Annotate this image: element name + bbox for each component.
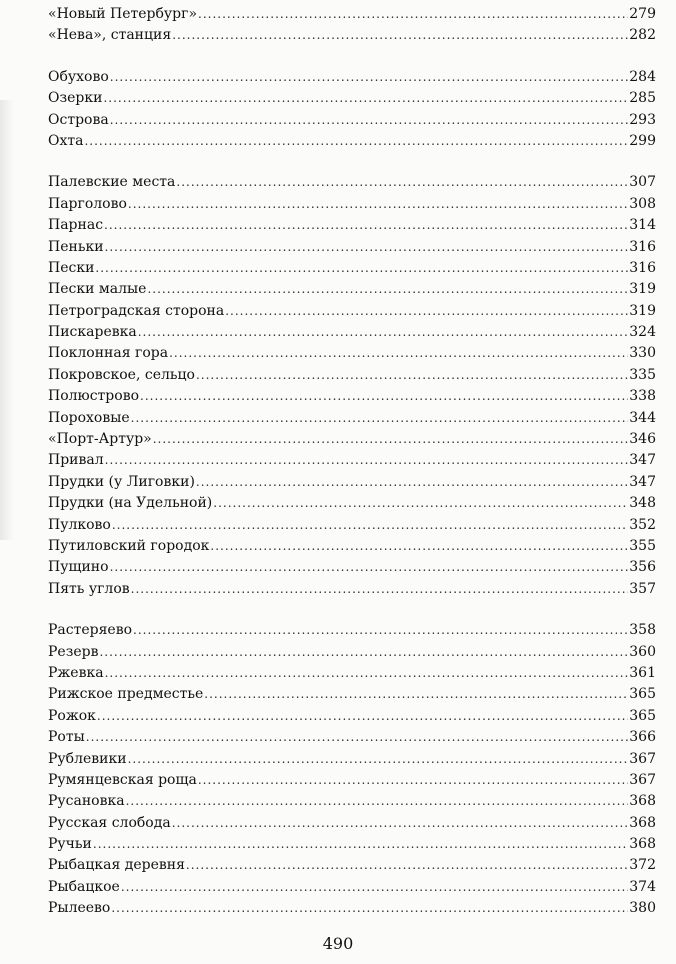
toc-entry xyxy=(48,343,656,364)
toc-entry-page: 366 xyxy=(629,729,656,746)
toc-entry-page: 324 xyxy=(629,324,656,341)
toc-entry-page: 367 xyxy=(629,750,656,767)
toc-entry-title: Прудки (на Удельной) xyxy=(48,495,213,512)
dot-leader xyxy=(131,579,629,600)
scan-edge-shadow xyxy=(0,100,14,540)
toc-entry xyxy=(48,663,656,684)
toc-entry-page: 282 xyxy=(629,27,656,44)
toc-entry xyxy=(48,515,656,536)
dot-leader xyxy=(169,343,628,364)
toc-entry xyxy=(48,429,656,450)
toc-entry-title: Полюстрово xyxy=(48,388,140,405)
toc-entry-title: Острова xyxy=(48,111,109,128)
toc-entry-title: Рижское предместье xyxy=(48,686,204,703)
toc-entry-page: 347 xyxy=(629,452,656,469)
dot-leader xyxy=(103,88,628,109)
dot-leader xyxy=(111,898,628,919)
toc-entry-title: Рыбацкое xyxy=(48,878,120,895)
dot-leader xyxy=(97,706,628,727)
toc-entry xyxy=(48,67,656,88)
toc-entry-title: Пущино xyxy=(48,559,109,576)
dot-leader xyxy=(95,258,628,279)
dot-leader xyxy=(110,67,628,88)
toc-entry-page: 314 xyxy=(629,217,656,234)
toc-entry-title: Русская слобода xyxy=(48,814,171,831)
toc-entry xyxy=(48,834,656,855)
toc-entry-title: Рублевики xyxy=(48,750,127,767)
toc-entry-title: Привал xyxy=(48,452,104,469)
toc-entry-page: 316 xyxy=(629,259,656,276)
dot-leader xyxy=(131,408,629,429)
toc-entry-page: 360 xyxy=(629,643,656,660)
toc-entry xyxy=(48,322,656,343)
toc-entry-page: 358 xyxy=(629,622,656,639)
toc-entry-page: 285 xyxy=(629,90,656,107)
toc-entry-title: «Новый Петербург» xyxy=(48,6,198,22)
toc-entry xyxy=(48,301,656,322)
table-of-contents xyxy=(48,4,656,920)
dot-leader xyxy=(153,429,629,450)
toc-entry xyxy=(48,579,656,600)
toc-entry-page: 284 xyxy=(629,68,656,85)
toc-entry xyxy=(48,365,656,386)
toc-entry-page: 374 xyxy=(629,878,656,895)
dot-leader xyxy=(204,684,628,705)
dot-leader xyxy=(128,749,629,770)
toc-entry xyxy=(48,386,656,407)
toc-entry-title: Пески малые xyxy=(48,281,147,298)
toc-entry xyxy=(48,110,656,131)
toc-entry-page: 319 xyxy=(629,302,656,319)
toc-entry-title: Ручьи xyxy=(48,836,92,853)
toc-entry xyxy=(48,258,656,279)
toc-entry xyxy=(48,25,656,46)
dot-leader xyxy=(198,4,628,25)
toc-entry xyxy=(48,194,656,215)
toc-entry-page: 319 xyxy=(629,281,656,298)
toc-entry-page: 348 xyxy=(629,495,656,512)
toc-entry-page: 338 xyxy=(629,388,656,405)
toc-entry-title: Парнас xyxy=(48,217,104,234)
toc-entry-title: Резерв xyxy=(48,643,99,660)
toc-entry-page: 361 xyxy=(629,664,656,681)
toc-entry-page: 293 xyxy=(629,111,656,128)
toc-entry-title: Растеряево xyxy=(48,622,133,639)
dot-leader xyxy=(133,620,628,641)
toc-entry-title: Рыбацкая деревня xyxy=(48,857,185,874)
toc-entry xyxy=(48,770,656,791)
toc-entry-title: Пискаревка xyxy=(48,324,137,341)
dot-leader xyxy=(86,727,629,748)
dot-leader xyxy=(128,194,628,215)
toc-entry-page: 299 xyxy=(629,132,656,149)
dot-leader xyxy=(210,536,628,557)
toc-entry xyxy=(48,642,656,663)
toc-entry-title: Прудки (у Лиговки) xyxy=(48,473,195,490)
toc-entry-page: 347 xyxy=(629,473,656,490)
toc-entry-page: 368 xyxy=(629,814,656,831)
toc-entry-title: Роты xyxy=(48,729,85,746)
toc-entry-page: 316 xyxy=(629,238,656,255)
dot-leader xyxy=(93,834,628,855)
dot-leader xyxy=(112,515,628,536)
toc-entry-page: 335 xyxy=(629,366,656,383)
dot-leader xyxy=(121,877,628,898)
toc-entry-title: Русановка xyxy=(48,793,125,810)
dot-leader xyxy=(110,110,629,131)
toc-section xyxy=(48,172,656,600)
toc-entry xyxy=(48,131,656,152)
dot-leader xyxy=(105,237,629,258)
toc-entry-page: 368 xyxy=(629,793,656,810)
toc-entry xyxy=(48,172,656,193)
toc-entry xyxy=(48,4,656,25)
dot-leader xyxy=(147,279,628,300)
toc-entry xyxy=(48,408,656,429)
toc-entry-title: Поклонная гора xyxy=(48,345,169,362)
toc-entry xyxy=(48,88,656,109)
toc-entry-page: 367 xyxy=(629,771,656,788)
toc-entry-page: 380 xyxy=(629,900,656,917)
dot-leader xyxy=(104,215,628,236)
toc-entry-title: Рожок xyxy=(48,707,96,724)
toc-entry-title: «Нева», станция xyxy=(48,27,172,44)
toc-entry-page: 355 xyxy=(629,537,656,554)
toc-entry-title: Обухово xyxy=(48,68,109,85)
dot-leader xyxy=(198,770,628,791)
dot-leader xyxy=(105,663,629,684)
toc-entry-title: Покровское, сельцо xyxy=(48,366,195,383)
dot-leader xyxy=(176,172,628,193)
toc-entry-title: Пулково xyxy=(48,516,111,533)
toc-entry-title: Палевские места xyxy=(48,174,176,191)
toc-entry-page: 352 xyxy=(629,516,656,533)
toc-entry-title: Путиловский городок xyxy=(48,537,210,554)
toc-entry xyxy=(48,706,656,727)
toc-entry xyxy=(48,557,656,578)
dot-leader xyxy=(225,301,628,322)
toc-entry-title: Озерки xyxy=(48,90,103,107)
dot-leader xyxy=(196,365,628,386)
dot-leader xyxy=(140,386,628,407)
toc-entry-page: 346 xyxy=(629,431,656,448)
toc-entry-title: Ржевка xyxy=(48,664,104,681)
toc-entry xyxy=(48,727,656,748)
dot-leader xyxy=(126,791,629,812)
toc-entry-page: 368 xyxy=(629,836,656,853)
dot-leader xyxy=(186,855,628,876)
dot-leader xyxy=(172,25,628,46)
toc-entry xyxy=(48,237,656,258)
toc-entry-page: 279 xyxy=(629,6,656,22)
dot-leader xyxy=(172,813,629,834)
toc-entry-page: 356 xyxy=(629,559,656,576)
toc-entry-title: Петроградская сторона xyxy=(48,302,225,319)
toc-section xyxy=(48,4,656,47)
dot-leader xyxy=(105,450,629,471)
dot-leader xyxy=(138,322,629,343)
toc-entry-title: Пески xyxy=(48,259,95,276)
toc-entry xyxy=(48,877,656,898)
toc-entry-page: 344 xyxy=(629,409,656,426)
toc-entry-page: 365 xyxy=(629,707,656,724)
toc-entry xyxy=(48,749,656,770)
toc-entry xyxy=(48,536,656,557)
toc-entry xyxy=(48,813,656,834)
toc-entry-page: 307 xyxy=(629,174,656,191)
toc-entry-page: 357 xyxy=(629,580,656,597)
toc-entry-title: Парголово xyxy=(48,195,127,212)
toc-entry xyxy=(48,620,656,641)
dot-leader xyxy=(196,472,628,493)
toc-entry xyxy=(48,898,656,919)
toc-entry xyxy=(48,450,656,471)
toc-section xyxy=(48,67,656,153)
toc-entry xyxy=(48,493,656,514)
toc-entry xyxy=(48,472,656,493)
toc-entry-title: Румянцевская роща xyxy=(48,771,197,788)
toc-entry-title: Рылеево xyxy=(48,900,111,917)
dot-leader xyxy=(110,557,629,578)
toc-section xyxy=(48,620,656,919)
toc-entry xyxy=(48,855,656,876)
dot-leader xyxy=(213,493,628,514)
page-number: 490 xyxy=(322,934,354,953)
toc-entry-page: 330 xyxy=(629,345,656,362)
toc-entry-title: «Порт-Артур» xyxy=(48,431,152,448)
toc-entry-title: Пеньки xyxy=(48,238,104,255)
toc-entry xyxy=(48,684,656,705)
toc-entry xyxy=(48,215,656,236)
dot-leader xyxy=(84,131,628,152)
toc-entry-title: Пороховые xyxy=(48,409,130,426)
toc-entry-title: Охта xyxy=(48,132,84,149)
toc-entry xyxy=(48,791,656,812)
dot-leader xyxy=(99,642,628,663)
toc-entry xyxy=(48,279,656,300)
toc-entry-title: Пять углов xyxy=(48,580,130,597)
toc-entry-page: 365 xyxy=(629,686,656,703)
toc-entry-page: 372 xyxy=(629,857,656,874)
toc-entry-page: 308 xyxy=(629,195,656,212)
